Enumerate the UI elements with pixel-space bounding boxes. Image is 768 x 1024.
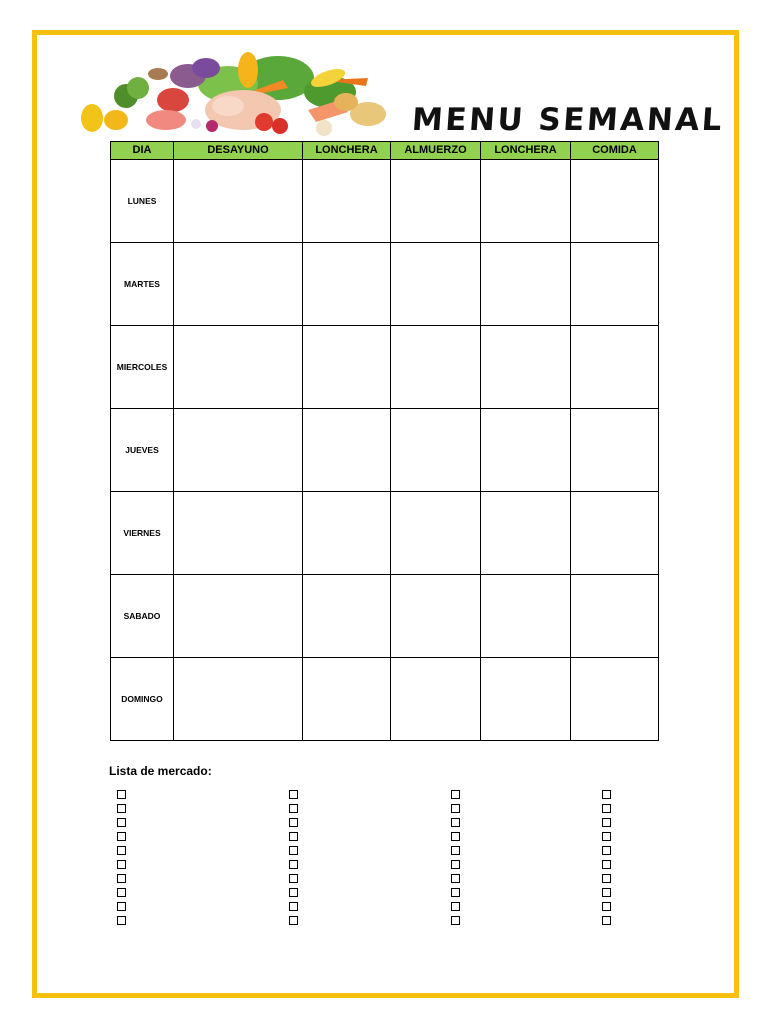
meal-cell[interactable] (481, 492, 571, 575)
checkbox-icon[interactable] (117, 818, 126, 827)
day-label: MIERCOLES (111, 326, 174, 409)
checkbox-icon[interactable] (602, 790, 611, 799)
table-row (111, 326, 659, 409)
meal-cell[interactable] (303, 658, 391, 741)
table-row (111, 160, 659, 243)
checkbox-icon[interactable] (451, 874, 460, 883)
meal-cell[interactable] (391, 492, 481, 575)
checkbox-column (451, 790, 463, 930)
checkbox-icon[interactable] (289, 832, 298, 841)
meal-cell[interactable] (571, 658, 659, 741)
meal-cell[interactable] (571, 326, 659, 409)
day-label: JUEVES (111, 409, 174, 492)
day-label: MARTES (111, 243, 174, 326)
meal-cell[interactable] (391, 658, 481, 741)
checkbox-icon[interactable] (602, 888, 611, 897)
meal-cell[interactable] (174, 575, 303, 658)
checkbox-icon[interactable] (117, 916, 126, 925)
table-row (111, 243, 659, 326)
meal-cell[interactable] (303, 326, 391, 409)
checkbox-icon[interactable] (289, 916, 298, 925)
checkbox-icon[interactable] (117, 790, 126, 799)
header-comida: COMIDA (571, 142, 659, 160)
checkbox-icon[interactable] (289, 790, 298, 799)
meal-cell[interactable] (571, 492, 659, 575)
meal-cell[interactable] (481, 658, 571, 741)
checkbox-icon[interactable] (117, 888, 126, 897)
weekly-menu-table (110, 141, 659, 741)
checkbox-icon[interactable] (451, 832, 460, 841)
meal-cell[interactable] (174, 326, 303, 409)
table-row (111, 658, 659, 741)
checkbox-icon[interactable] (602, 902, 611, 911)
checkbox-icon[interactable] (451, 804, 460, 813)
table-row (111, 492, 659, 575)
meal-cell[interactable] (571, 160, 659, 243)
meal-cell[interactable] (571, 409, 659, 492)
meal-cell[interactable] (391, 409, 481, 492)
meal-cell[interactable] (391, 575, 481, 658)
checkbox-icon[interactable] (451, 818, 460, 827)
meal-cell[interactable] (481, 243, 571, 326)
table-row (111, 575, 659, 658)
meal-cell[interactable] (391, 243, 481, 326)
market-list-label: Lista de mercado: (109, 764, 212, 778)
checkbox-icon[interactable] (451, 902, 460, 911)
table-header-row (111, 142, 659, 160)
header-dia: DIA (111, 142, 174, 160)
header-desayuno: DESAYUNO (174, 142, 303, 160)
checkbox-icon[interactable] (117, 874, 126, 883)
checkbox-column (117, 790, 129, 930)
checkbox-icon[interactable] (602, 916, 611, 925)
day-label: DOMINGO (111, 658, 174, 741)
meal-cell[interactable] (391, 326, 481, 409)
checkbox-column (289, 790, 301, 930)
checkbox-icon[interactable] (602, 818, 611, 827)
checkbox-icon[interactable] (117, 902, 126, 911)
checkbox-icon[interactable] (289, 902, 298, 911)
checkbox-icon[interactable] (289, 846, 298, 855)
checkbox-icon[interactable] (117, 804, 126, 813)
meal-cell[interactable] (174, 492, 303, 575)
checkbox-icon[interactable] (117, 832, 126, 841)
checkbox-icon[interactable] (451, 860, 460, 869)
day-label: SABADO (111, 575, 174, 658)
checkbox-icon[interactable] (289, 804, 298, 813)
header-almuerzo: ALMUERZO (391, 142, 481, 160)
meal-cell[interactable] (174, 243, 303, 326)
checkbox-icon[interactable] (451, 916, 460, 925)
meal-cell[interactable] (571, 243, 659, 326)
meal-cell[interactable] (303, 409, 391, 492)
checkbox-column (602, 790, 614, 930)
meal-cell[interactable] (571, 575, 659, 658)
vegetables-banner-image (78, 40, 396, 140)
header-lonchera-2: LONCHERA (481, 142, 571, 160)
checkbox-icon[interactable] (602, 860, 611, 869)
meal-cell[interactable] (481, 160, 571, 243)
checkbox-icon[interactable] (602, 846, 611, 855)
checkbox-icon[interactable] (117, 846, 126, 855)
meal-cell[interactable] (391, 160, 481, 243)
checkbox-icon[interactable] (289, 818, 298, 827)
checkbox-icon[interactable] (602, 804, 611, 813)
checkbox-icon[interactable] (602, 832, 611, 841)
day-label: VIERNES (111, 492, 174, 575)
meal-cell[interactable] (481, 575, 571, 658)
table-row (111, 409, 659, 492)
checkbox-icon[interactable] (602, 874, 611, 883)
checkbox-icon[interactable] (451, 790, 460, 799)
meal-cell[interactable] (174, 160, 303, 243)
meal-cell[interactable] (303, 160, 391, 243)
meal-cell[interactable] (303, 243, 391, 326)
checkbox-icon[interactable] (117, 860, 126, 869)
checkbox-icon[interactable] (451, 846, 460, 855)
checkbox-icon[interactable] (289, 874, 298, 883)
checkbox-icon[interactable] (451, 888, 460, 897)
meal-cell[interactable] (303, 575, 391, 658)
meal-cell[interactable] (481, 409, 571, 492)
checkbox-icon[interactable] (289, 860, 298, 869)
page-title: MENU SEMANAL (410, 102, 726, 138)
meal-cell[interactable] (481, 326, 571, 409)
header-lonchera-1: LONCHERA (303, 142, 391, 160)
checkbox-icon[interactable] (289, 888, 298, 897)
meal-cell[interactable] (174, 658, 303, 741)
day-label: LUNES (111, 160, 174, 243)
meal-cell[interactable] (303, 492, 391, 575)
meal-cell[interactable] (174, 409, 303, 492)
